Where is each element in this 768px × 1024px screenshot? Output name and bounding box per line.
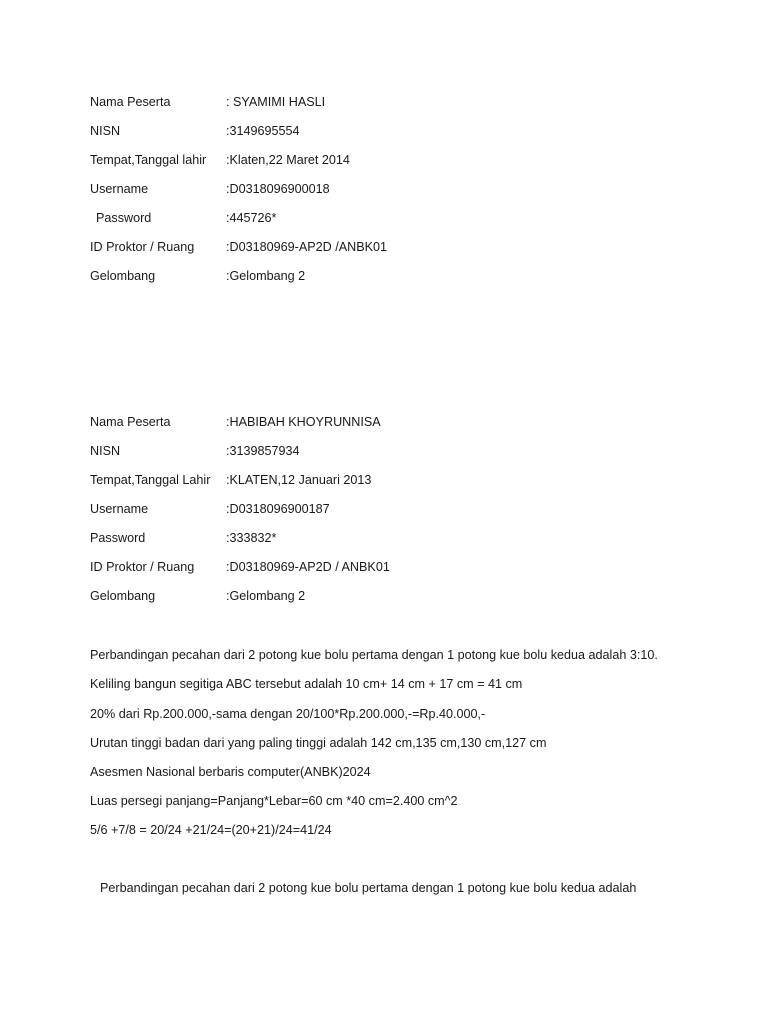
field-label: Gelombang [90, 269, 156, 284]
field-value: :KLATEN,12 Januari 2013 [226, 472, 372, 487]
field-label: Username [90, 181, 149, 196]
field-label: Password [90, 530, 146, 545]
participant-1-row-password [90, 203, 387, 232]
participant-1-row-name [90, 87, 387, 116]
field-label: Tempat,Tanggal lahir [90, 152, 207, 167]
participant-1-row-birth [90, 145, 387, 174]
note-paragraph: Keliling bangun segitiga ABC tersebut adalah 10 cm+ 14 cm + 17 cm = 41 cm [90, 677, 523, 691]
field-label: Password [96, 210, 152, 225]
field-value: :445726* [226, 210, 277, 225]
participant-1-row-nisn [90, 116, 387, 145]
field-value: :D0318096900018 [226, 181, 330, 196]
field-label: Username [90, 501, 149, 516]
field-label: NISN [90, 123, 121, 138]
participant-1-row-gelombang [90, 262, 387, 291]
participant-2-row-proktor [90, 552, 390, 581]
field-value: : SYAMIMI HASLI [226, 94, 326, 109]
field-value: :D03180969-AP2D / ANBK01 [226, 560, 390, 575]
field-label: ID Proktor / Ruang [90, 560, 195, 575]
field-value: :333832* [226, 530, 277, 545]
note-paragraph: Perbandingan pecahan dari 2 potong kue bolu pertama dengan 1 potong kue bolu kedua adalah 3:10. [90, 648, 658, 662]
participant-2-row-nisn [90, 436, 390, 465]
participant-2-block [90, 407, 390, 611]
field-value: :Gelombang 2 [226, 269, 306, 284]
participant-1-row-proktor [90, 232, 387, 261]
field-value: :3149695554 [226, 123, 300, 138]
field-value: :Gelombang 2 [226, 589, 306, 604]
final-note-paragraph: Perbandingan pecahan dari 2 potong kue bolu pertama dengan 1 potong kue bolu kedua adalah [100, 881, 637, 895]
field-label: NISN [90, 443, 121, 458]
field-label: Gelombang [90, 589, 156, 604]
participant-1-block [90, 87, 387, 291]
field-value: :D03180969-AP2D /ANBK01 [226, 240, 388, 255]
field-value: :HABIBAH KHOYRUNNISA [226, 414, 381, 429]
participant-2-row-gelombang [90, 582, 390, 611]
participant-1-row-username [90, 174, 387, 203]
field-value: :3139857934 [226, 443, 300, 458]
participant-2-row-username [90, 494, 390, 523]
note-paragraph: 5/6 +7/8 = 20/24 +21/24=(20+21)/24=41/24 [90, 823, 332, 837]
note-paragraph: Asesmen Nasional berbaris computer(ANBK)2024 [90, 765, 371, 779]
field-label: Nama Peserta [90, 94, 171, 109]
field-label: Nama Peserta [90, 414, 171, 429]
note-paragraph: Luas persegi panjang=Panjang*Lebar=60 cm *40 cm=2.400 cm^2 [90, 794, 458, 808]
field-value: :D0318096900187 [226, 501, 330, 516]
participant-2-row-birth [90, 465, 390, 494]
field-value: :Klaten,22 Maret 2014 [226, 152, 350, 167]
note-paragraph: 20% dari Rp.200.000,-sama dengan 20/100*Rp.200.000,-=Rp.40.000,- [90, 707, 486, 721]
participant-2-row-name [90, 407, 390, 436]
field-label: ID Proktor / Ruang [90, 240, 195, 255]
field-label: Tempat,Tanggal Lahir [90, 472, 211, 487]
participant-2-row-password [90, 523, 390, 552]
note-paragraph: Urutan tinggi badan dari yang paling tinggi adalah 142 cm,135 cm,130 cm,127 cm [90, 736, 547, 750]
